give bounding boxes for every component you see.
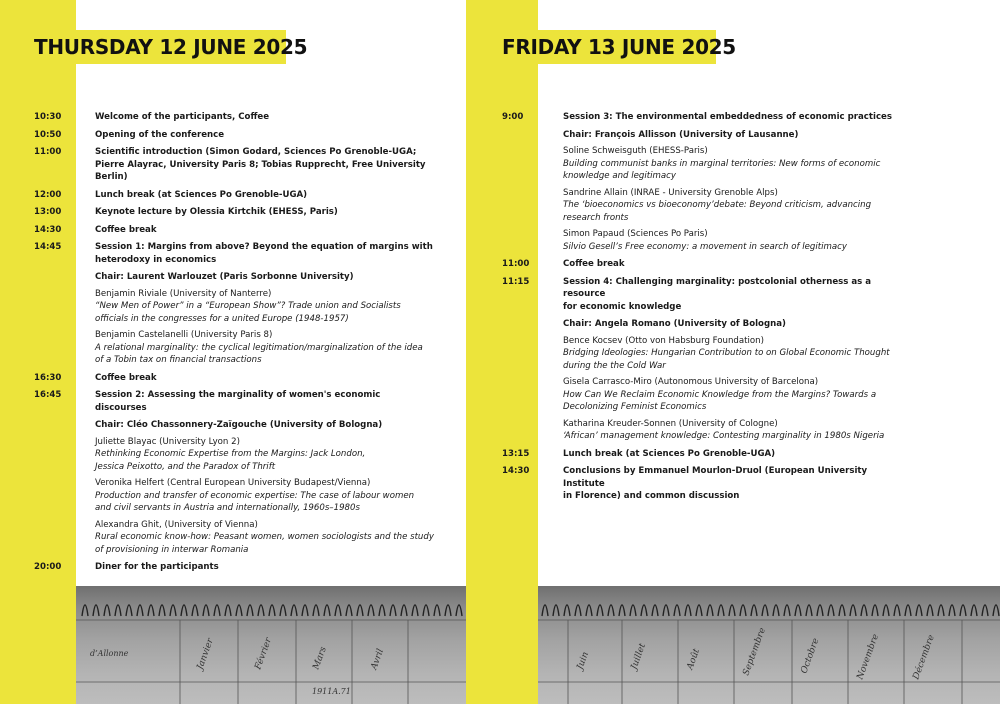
talk: [95, 436, 434, 474]
schedule-entry: [34, 129, 434, 142]
handwritten-month: Novembre: [855, 632, 882, 682]
handwritten-month: Juin: [575, 650, 592, 672]
entry-time: 20:00: [34, 562, 62, 572]
talk-title: “New Men of Power” in a “European Show”? Trade union and Socialists: [95, 301, 401, 311]
schedule-entry: [502, 111, 892, 253]
talk-title: research fronts: [563, 212, 629, 223]
talk-speaker: Benjamin Castelanelli (University Paris 8): [95, 330, 273, 340]
entry-title: Diner for the participants: [95, 562, 219, 572]
talk-title: officials in the congresses for a united Europe (1948-1957): [95, 313, 349, 324]
program-page-friday: [466, 0, 1000, 704]
talk: [95, 288, 434, 326]
entry-time: 14:45: [34, 242, 62, 252]
handwritten-note: d’Allonne: [90, 649, 129, 658]
entry-content: [95, 146, 434, 184]
entry-content: [563, 276, 892, 443]
talk-speaker: Veronika Helfert (Central European University Budapest/Vienna): [95, 478, 371, 488]
talk: [95, 329, 434, 367]
talk: [563, 145, 892, 183]
entry-title: heterodoxy in economics: [95, 254, 217, 265]
entry-title: Pierre Alayrac, University Paris 8; Tobias Rupprecht, Free University Berlin): [95, 159, 426, 182]
talk-title: Production and transfer of economic expertise: The case of labour women: [95, 490, 415, 501]
schedule-entry: [34, 372, 434, 385]
entry-time: 13:00: [34, 207, 62, 217]
handwritten-month: Décembre: [911, 633, 937, 682]
handwritten-month: Février: [253, 636, 275, 672]
talk: [563, 376, 892, 414]
entry-time: 12:00: [34, 189, 62, 200]
schedule-entry: [34, 189, 434, 202]
talk-title: Silvio Gesell’s Free economy: a movement in search of legitimacy: [563, 241, 847, 252]
entry-content: [95, 372, 434, 385]
entry-time: 10:30: [34, 112, 62, 122]
entry-title: Coffee break: [563, 259, 625, 269]
talk-title: ‘African’ management knowledge: Contesting marginality in 1980s Nigeria: [563, 431, 885, 441]
talk-title: of provisioning in interwar Romania: [95, 544, 249, 555]
entry-content: [95, 241, 434, 367]
schedule-entry: [502, 465, 892, 503]
entry-time: 10:50: [34, 129, 62, 140]
entry-title: Session 4: Challenging marginality: postcolonial otherness as a resource: [563, 276, 872, 299]
entry-content: [95, 561, 434, 574]
entry-content: [563, 465, 892, 503]
talk-title: during the the Cold War: [563, 360, 666, 371]
handwriting: [575, 627, 937, 682]
schedule-entry: [34, 224, 434, 237]
talk: [563, 418, 892, 443]
day-title: THURSDAY 12 JUNE 2025: [0, 30, 286, 64]
entry-content: [95, 206, 434, 219]
talk-title: Decolonizing Feminist Economics: [563, 402, 707, 412]
entry-time: 9:00: [502, 112, 524, 122]
entry-content: [95, 111, 434, 124]
entry-time: 14:30: [502, 466, 530, 476]
entry-time: 14:30: [34, 224, 62, 235]
schedule-entry: [502, 258, 892, 271]
handwritten-month: Avril: [369, 647, 387, 672]
ledger-photo: [76, 586, 466, 704]
talk-speaker: Simon Papaud (Sciences Po Paris): [563, 229, 708, 239]
entry-title: Scientific introduction (Simon Godard, Sciences Po Grenoble-UGA;: [95, 147, 417, 157]
schedule-entry: [502, 448, 892, 461]
talk-speaker: Bence Kocsev (Otto von Habsburg Foundation): [563, 335, 764, 346]
entry-title: Opening of the conference: [95, 129, 225, 140]
entry-title: Coffee break: [95, 224, 157, 235]
entry-content: [95, 389, 434, 556]
schedule-entry: [34, 241, 434, 367]
entry-title: Session 3: The environmental embeddedness of economic practices: [563, 112, 892, 122]
entry-time: 16:45: [34, 390, 62, 400]
entry-title: in Florence) and common discussion: [563, 491, 740, 501]
handwritten-month: Août: [685, 647, 703, 672]
talk-title: The ‘bioeconomics vs bioeconomy’debate: Beyond criticism, advancing: [563, 200, 872, 210]
session-chair: Chair: Laurent Warlouzet (Paris Sorbonne University): [95, 272, 354, 282]
day-title: FRIDAY 13 JUNE 2025: [466, 30, 716, 64]
entry-content: [563, 258, 892, 271]
entry-title: Lunch break (at Sciences Po Grenoble-UGA): [563, 448, 776, 459]
ledger-grid: [76, 620, 466, 704]
entry-content: [95, 129, 434, 142]
talk-title: Rethinking Economic Expertise from the Margins: Jack London,: [95, 449, 366, 459]
talk-title: of a Tobin tax on financial transactions: [95, 355, 262, 365]
ledger-grid: [538, 620, 1000, 704]
talk-title: knowledge and legitimacy: [563, 171, 676, 181]
entry-content: [95, 224, 434, 237]
schedule-list: [502, 111, 892, 508]
handwritten-month: Janvier: [195, 637, 216, 672]
talk: [95, 519, 434, 557]
entry-time: 16:30: [34, 372, 62, 383]
talk-title: Building communist banks in marginal territories: New forms of economic: [563, 158, 881, 169]
entry-title: for economic knowledge: [563, 301, 682, 312]
talk-speaker: Juliette Blayac (University Lyon 2): [95, 436, 240, 447]
entry-content: [563, 448, 892, 461]
entry-title: Welcome of the participants, Coffee: [95, 112, 270, 122]
entry-time: 11:15: [502, 276, 530, 287]
entry-title: Session 1: Margins from above? Beyond the equation of margins with: [95, 242, 433, 252]
spiral-binding: [82, 605, 462, 616]
talk-title: A relational marginality: the cyclical legitimation/marginalization of the idea: [95, 342, 423, 353]
schedule-entry: [34, 561, 434, 574]
schedule-entry: [34, 206, 434, 219]
schedule-entry: [34, 111, 434, 124]
entry-title: Coffee break: [95, 372, 157, 383]
talk-speaker: Soline Schweisguth (EHESS-Paris): [563, 146, 708, 156]
entry-title: Lunch break (at Sciences Po Grenoble-UGA): [95, 189, 308, 200]
talk-title: Bridging Ideologies: Hungarian Contribution to on Global Economic Thought: [563, 348, 890, 358]
spiral-binding: [542, 605, 999, 616]
ledger-photo: [538, 586, 1000, 704]
talk-speaker: Benjamin Riviale (University of Nanterre): [95, 288, 272, 299]
talk: [563, 187, 892, 225]
session-chair: Chair: Cléo Chassonnery-Zaïgouche (University of Bologna): [95, 420, 383, 430]
handwritten-month: Juillet: [629, 642, 649, 672]
entry-content: [95, 189, 434, 202]
entry-title: Keynote lecture by Olessia Kirtchik (EHESS, Paris): [95, 207, 338, 217]
talk-title: How Can We Reclaim Economic Knowledge from the Margins? Towards a: [563, 389, 877, 400]
entry-time: 11:00: [34, 147, 62, 157]
talk: [95, 477, 434, 515]
ledger-photo-drawing: [538, 586, 1000, 704]
talk-speaker: Sandrine Allain (INRAE - University Grenoble Alps): [563, 187, 778, 198]
talk: [563, 335, 892, 373]
handwritten-month: Mars: [311, 645, 329, 672]
talk-speaker: Alexandra Ghit, (University of Vienna): [95, 519, 258, 530]
schedule-entry: [34, 146, 434, 184]
entry-time: 11:00: [502, 259, 530, 269]
entry-content: [563, 111, 892, 253]
ledger-photo-drawing: [76, 586, 466, 704]
handwritten-month: Septembre: [741, 626, 768, 678]
program-page-thursday: [0, 0, 466, 704]
schedule-entry: [34, 389, 434, 556]
session-chair: Chair: François Allisson (University of Lausanne): [563, 129, 799, 140]
entry-title: Conclusions by Emmanuel Mourlon-Druol (European University Institute: [563, 466, 868, 489]
talk-speaker: Katharina Kreuder-Sonnen (University of Cologne): [563, 418, 778, 429]
entry-time: 13:15: [502, 448, 530, 459]
entry-title: Session 2: Assessing the marginality of women's economic discourses: [95, 390, 381, 413]
talk-speaker: Gisela Carrasco-Miro (Autonomous University of Barcelona): [563, 377, 819, 387]
talk-title: Jessica Peixotto, and the Paradox of Thrift: [95, 461, 276, 472]
session-chair: Chair: Angela Romano (University of Bologna): [563, 319, 786, 329]
talk: [563, 228, 892, 253]
talk-title: and civil servants in Austria and internationally, 1960s–1980s: [95, 503, 360, 513]
talk-title: Rural economic know-how: Peasant women, women sociologists and the study: [95, 532, 434, 542]
handwritten-note: 1911A.71: [312, 687, 351, 696]
schedule-list: [34, 111, 434, 579]
handwritten-month: Octobre: [799, 636, 822, 676]
schedule-entry: [502, 276, 892, 443]
